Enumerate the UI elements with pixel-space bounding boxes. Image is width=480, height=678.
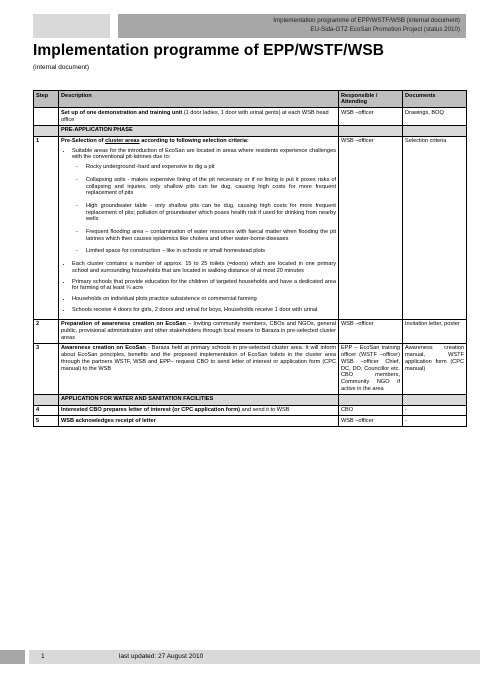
list-item [72, 148, 336, 255]
responsible-cell: WSB –officer [339, 108, 403, 125]
header-bar [118, 14, 466, 38]
responsible-cell: WSB –officer [339, 416, 403, 427]
page-number: 1 [41, 653, 45, 660]
list-item: • Schools receive 4 doors for girls, 2 doors and urinal for boys, Households receive 1 door with urinal [72, 307, 336, 314]
list-item: - High groundwater table - only shallow pits can be dug, causing high costs for more frequent replacement of pits; pollution of groundwater which poses health risk if used for drinking from nearby wells [86, 203, 336, 223]
step-cell: 3 [34, 343, 59, 394]
description-bold: Interested CBO prepares letter of interest (or CPC application form) [61, 407, 241, 414]
phase-step-cell [34, 125, 59, 136]
implementation-table [33, 90, 467, 427]
criteria-text: Suitable areas for the introduction of EcoSan are located in areas where residents experience challenges with the conventional pit-latrines due to: [72, 147, 336, 161]
sub-criteria-list [72, 164, 336, 255]
documents-cell: Invitation letter, poster [403, 319, 467, 343]
list-item: - Collapsing soils - makes expensive lining of the pit necessary or if no lining is put it poses risks of collapsing and injuries, only shallow pits can be dug, causing high costs for more frequent replacement of pits [86, 177, 336, 197]
header-text [273, 16, 460, 34]
heading-underlined: cluster areas [105, 138, 140, 145]
step-cell [34, 108, 59, 125]
phase-label: PRE-APPLICATION PHASE [59, 125, 339, 136]
phase-row-application [34, 394, 467, 405]
table-row-4 [34, 405, 467, 416]
description-text: – Inviting community members, CBOs and NGOs, general public, provisional administration and other stakeholders through local means to Baraza in pre-selected cluster areas [61, 321, 336, 341]
description-cell [59, 405, 339, 416]
header-line-1: Implementation programme of EPP/WSTF/WSB (internal document) [273, 17, 460, 24]
table-row-1 [34, 136, 467, 319]
table-row-3 [34, 343, 467, 394]
documents-cell: - [403, 405, 467, 416]
description-cell [59, 416, 339, 427]
responsible-cell: EPP – EcoSan training officer (WSTF –officer) WSB –officer Chief, DC, DO, Councillor etc. CBO members, Community NGO if active in the area [339, 343, 403, 394]
page-subtitle: (internal document) [33, 64, 89, 71]
col-header-step: Step [34, 91, 59, 108]
phase-documents-cell [403, 394, 467, 405]
description-cell [59, 136, 339, 319]
col-header-description: Description [59, 91, 339, 108]
table-row-2 [34, 319, 467, 343]
list-item: - Limited space for construction – like in schools or small homestead plots [86, 248, 336, 255]
header-left-block [33, 14, 110, 38]
documents-cell: Drawings, BOQ [403, 108, 467, 125]
description-cell [59, 108, 339, 125]
documents-cell: Selection criteria [403, 136, 467, 319]
table-header-row [34, 91, 467, 108]
heading-post: according to following selection criteria: [139, 138, 249, 145]
criteria-list [61, 148, 336, 314]
list-item: - Frequent flooding area – contamination of water resources with faecal matter when flooding the pit latrines which then causes epidemics like cholera and other water-borne diseases [86, 229, 336, 242]
description-text: - Baraza held at primary schools in pre-selected cluster area. It will inform about EcoSan principles, benefits and the proposed implementation of EcoSan toilets in the cluster area through the partners WSTF, WSB and EPP– request CBO to send letter of interest or application form (CPC manual) to the WSB [61, 345, 336, 372]
list-item: - Rocky underground -hard and expensive to dig a pit [86, 164, 336, 171]
phase-responsible-cell [339, 125, 403, 136]
step-cell: 5 [34, 416, 59, 427]
description-text: (1 door ladies, 1 door with urinal gents) at each WSB head office [61, 109, 329, 123]
phase-responsible-cell [339, 394, 403, 405]
table-row-5 [34, 416, 467, 427]
table-row-setup [34, 108, 467, 125]
footer-bar [29, 650, 480, 664]
phase-step-cell [34, 394, 59, 405]
step-cell: 4 [34, 405, 59, 416]
col-header-documents: Documents [403, 91, 467, 108]
description-bold: Preparation of awareness creation on EcoSan [61, 321, 186, 328]
description-bold: Awareness creation on EcoSan [61, 345, 146, 352]
list-item: • Households on individual plots practice subsistence or commercial farming [72, 296, 336, 303]
description-heading [61, 138, 336, 145]
responsible-cell: WSB –officer [339, 319, 403, 343]
last-updated: last updated: 27 August 2010 [119, 653, 204, 660]
responsible-cell: CBO [339, 405, 403, 416]
step-cell: 2 [34, 319, 59, 343]
description-cell [59, 319, 339, 343]
documents-cell: Awareness creation manual, WSTF application form (CPC manual) [403, 343, 467, 394]
description-bold: WSB acknowledges receipt of letter [61, 417, 156, 424]
footer-left-block [0, 650, 25, 664]
page-title: Implementation programme of EPP/WSTF/WSB [33, 42, 385, 59]
heading-pre: Pre-Selection of [61, 138, 106, 145]
documents-cell: - [403, 416, 467, 427]
list-item: • Each cluster contains a number of approx. 15 to 25 toilets (=doors) which are located in one primary school and surrounding households that are located in walking distance of at most 20 minutes [72, 261, 336, 274]
header-line-2: EU-Sida-GTZ EcoSan Promotion Project (status 2010) [310, 26, 460, 33]
step-cell: 1 [34, 136, 59, 319]
description-text: and send it to WSB [240, 407, 290, 414]
description-bold: Set up of one demonstration and training unit [61, 109, 183, 116]
phase-label: APPLICATION FOR WATER AND SANITATION FACILITIES [59, 394, 339, 405]
phase-documents-cell [403, 125, 467, 136]
phase-row-pre-application [34, 125, 467, 136]
col-header-responsible: Responsible / Attending [339, 91, 403, 108]
responsible-cell: WSB –officer [339, 136, 403, 319]
description-cell [59, 343, 339, 394]
list-item: • Primary schools that provide education for the children of targeted households and have a dedicated area for farming of at least ¼ acre [72, 279, 336, 292]
